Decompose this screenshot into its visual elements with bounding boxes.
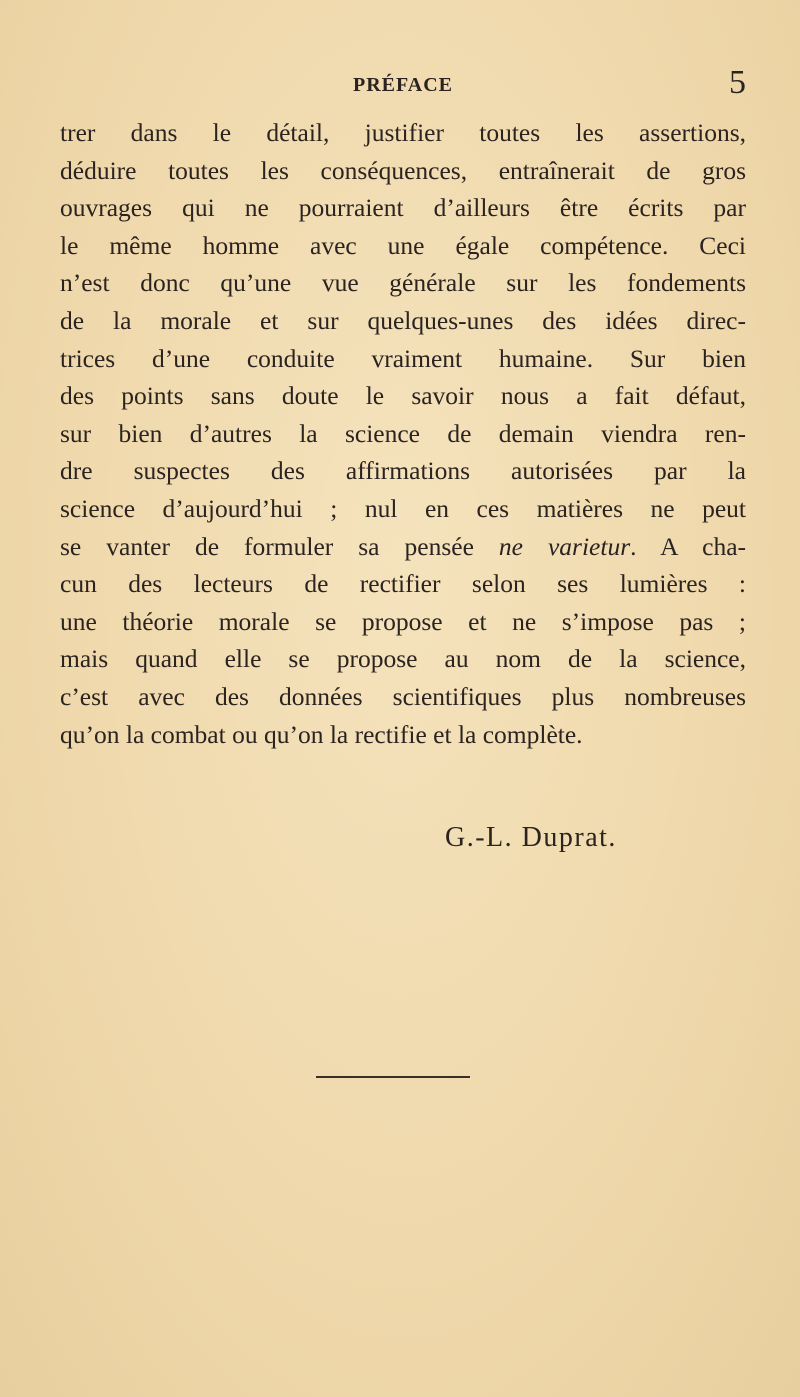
italic-phrase: ne varietur (498, 531, 631, 561)
text-line: dre suspectes des affirmations autorisées par la (60, 456, 746, 486)
text-line: une théorie morale se propose et ne s’impose pas ; (60, 606, 746, 636)
author-signature: G.-L. Duprat. (445, 822, 617, 853)
closing-rule (316, 1076, 470, 1078)
text-line: trer dans le détail, justifier toutes les assertions, (60, 118, 746, 147)
text-line: sur bien d’autres la science de demain viendra ren- (60, 418, 746, 448)
text-line-with-italic (60, 528, 746, 566)
page-header (60, 64, 746, 108)
text-line: qu’on la combat ou qu’on la rectifie et la complète. (60, 719, 583, 749)
text-line: de la morale et sur quelques-unes des idées direc- (60, 305, 746, 335)
text-line: des points sans doute le savoir nous a fait défaut, (60, 381, 746, 411)
text-line: n’est donc qu’une vue générale sur les fondements (60, 268, 746, 298)
preface-paragraph (60, 114, 746, 753)
running-title: PRÉFACE (353, 74, 453, 96)
page-number: 5 (729, 64, 746, 101)
text-line: cun des lecteurs de rectifier selon ses lumières : (60, 569, 746, 599)
text-segment: . A cha- (630, 531, 747, 561)
text-line: mais quand elle se propose au nom de la science, (60, 644, 746, 674)
text-line: déduire toutes les conséquences, entraînerait de gros (60, 155, 746, 185)
text-segment: se vanter de formuler sa pensée (60, 531, 474, 561)
text-line: science d’aujourd’hui ; nul en ces matières ne peut (60, 493, 746, 523)
text-line: le même homme avec une égale compétence. Ceci (60, 230, 746, 260)
text-line: trices d’une conduite vraiment humaine. Sur bien (60, 343, 746, 373)
text-line: ouvrages qui ne pourraient d’ailleurs être écrits par (60, 193, 746, 223)
text-line: c’est avec des données scientifiques plus nombreuses (60, 681, 746, 711)
